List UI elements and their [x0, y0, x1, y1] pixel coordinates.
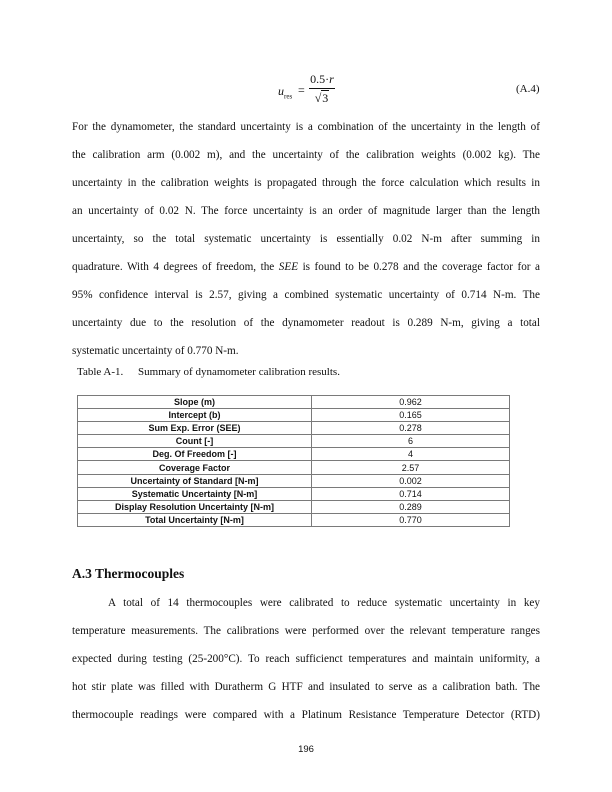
text-line: the calibration arm (0.002 m), and the uncertainty of the calibration weights (0.002 kg). The — [72, 149, 540, 161]
table-row — [78, 500, 510, 513]
row-value: 4 — [311, 448, 509, 461]
text-line: hot stir plate was filled with Duratherm G HTF and insulated to serve as a calibration bath. The — [72, 681, 540, 693]
table-caption — [77, 366, 340, 378]
text-line: 95% confidence interval is 2.57, giving a combined systematic uncertainty of 0.714 N-m. The — [72, 289, 540, 301]
text-line: an uncertainty of 0.02 N. The force uncertainty is an order of magnitude larger than the length — [72, 205, 540, 217]
page-number: 196 — [298, 744, 314, 755]
table-row — [78, 435, 510, 448]
row-label: Total Uncertainty [N-m] — [78, 513, 312, 526]
row-value: 0.714 — [311, 487, 509, 500]
section-heading: A.3 Thermocouples — [72, 566, 185, 581]
equation-numerator — [309, 72, 335, 89]
row-label: Slope (m) — [78, 396, 312, 409]
equation-subscript: res — [284, 92, 293, 101]
table-row — [78, 448, 510, 461]
equation-number: (A.4) — [516, 83, 540, 95]
text-line: systematic uncertainty of 0.770 N-m. — [72, 345, 239, 357]
row-label: Coverage Factor — [78, 461, 312, 474]
row-label: Deg. Of Freedom [-] — [78, 448, 312, 461]
table-row — [78, 461, 510, 474]
table-caption-text: Summary of dynamometer calibration results. — [138, 366, 340, 378]
calibration-results-table — [77, 395, 510, 527]
table-row — [78, 513, 510, 526]
row-value: 0.165 — [311, 409, 509, 422]
numerator-variable: r — [329, 72, 334, 86]
row-value: 0.770 — [311, 513, 509, 526]
equation-lhs — [278, 84, 292, 100]
row-label: Sum Exp. Error (SEE) — [78, 422, 312, 435]
equation-a4 — [0, 72, 612, 112]
table-row — [78, 396, 510, 409]
text-line: expected during testing (25-200°C). To reach sufficienct temperatures and maintain uniformity, a — [72, 653, 540, 665]
row-label: Intercept (b) — [78, 409, 312, 422]
table-row — [78, 422, 510, 435]
radicand: 3 — [322, 91, 329, 105]
italic-term-see: SEE — [278, 261, 299, 273]
table-number: Table A-1. — [77, 366, 124, 378]
text-line: A total of 14 thermocouples were calibrated to reduce systematic uncertainty in key — [108, 597, 540, 609]
row-label: Systematic Uncertainty [N-m] — [78, 487, 312, 500]
sqrt-icon — [315, 91, 330, 106]
row-value: 2.57 — [311, 461, 509, 474]
radical-sign: √ — [314, 91, 322, 105]
equation-fraction — [309, 72, 335, 106]
equation-denominator — [309, 89, 335, 106]
text-line: uncertainty in the calibration weights is propagated through the force calculation which results in — [72, 177, 540, 189]
text-line — [72, 253, 540, 281]
row-value: 0.962 — [311, 396, 509, 409]
row-label: Count [-] — [78, 435, 312, 448]
row-value: 0.002 — [311, 474, 509, 487]
text-segment: is found to be 0.278 and the coverage factor for a — [298, 261, 540, 273]
row-value: 0.278 — [311, 422, 509, 435]
text-line: temperature measurements. The calibrations were performed over the relevant temperature ranges — [72, 625, 540, 637]
row-label: Display Resolution Uncertainty [N-m] — [78, 500, 312, 513]
numerator-constant: 0.5· — [310, 72, 330, 86]
equation-variable-u: u — [278, 84, 284, 98]
row-label: Uncertainty of Standard [N-m] — [78, 474, 312, 487]
row-value: 0.289 — [311, 500, 509, 513]
text-line: For the dynamometer, the standard uncertainty is a combination of the uncertainty in the length of — [72, 121, 540, 133]
equation-equals: = — [298, 83, 305, 97]
table-row — [78, 409, 510, 422]
text-line: uncertainty due to the resolution of the dynamometer readout is 0.289 N-m, giving a total — [72, 317, 540, 329]
text-segment: quadrature. With 4 degrees of freedom, the — [72, 261, 279, 273]
text-line: uncertainty, so the total systematic uncertainty is essentially 0.02 N-m after summing in — [72, 233, 540, 245]
text-line: thermocouple readings were compared with a Platinum Resistance Temperature Detector (RTD) — [72, 709, 540, 721]
paragraph-dynamometer-uncertainty — [72, 113, 540, 365]
row-value: 6 — [311, 435, 509, 448]
table-row — [78, 474, 510, 487]
paragraph-thermocouples — [72, 589, 540, 729]
table-row — [78, 487, 510, 500]
